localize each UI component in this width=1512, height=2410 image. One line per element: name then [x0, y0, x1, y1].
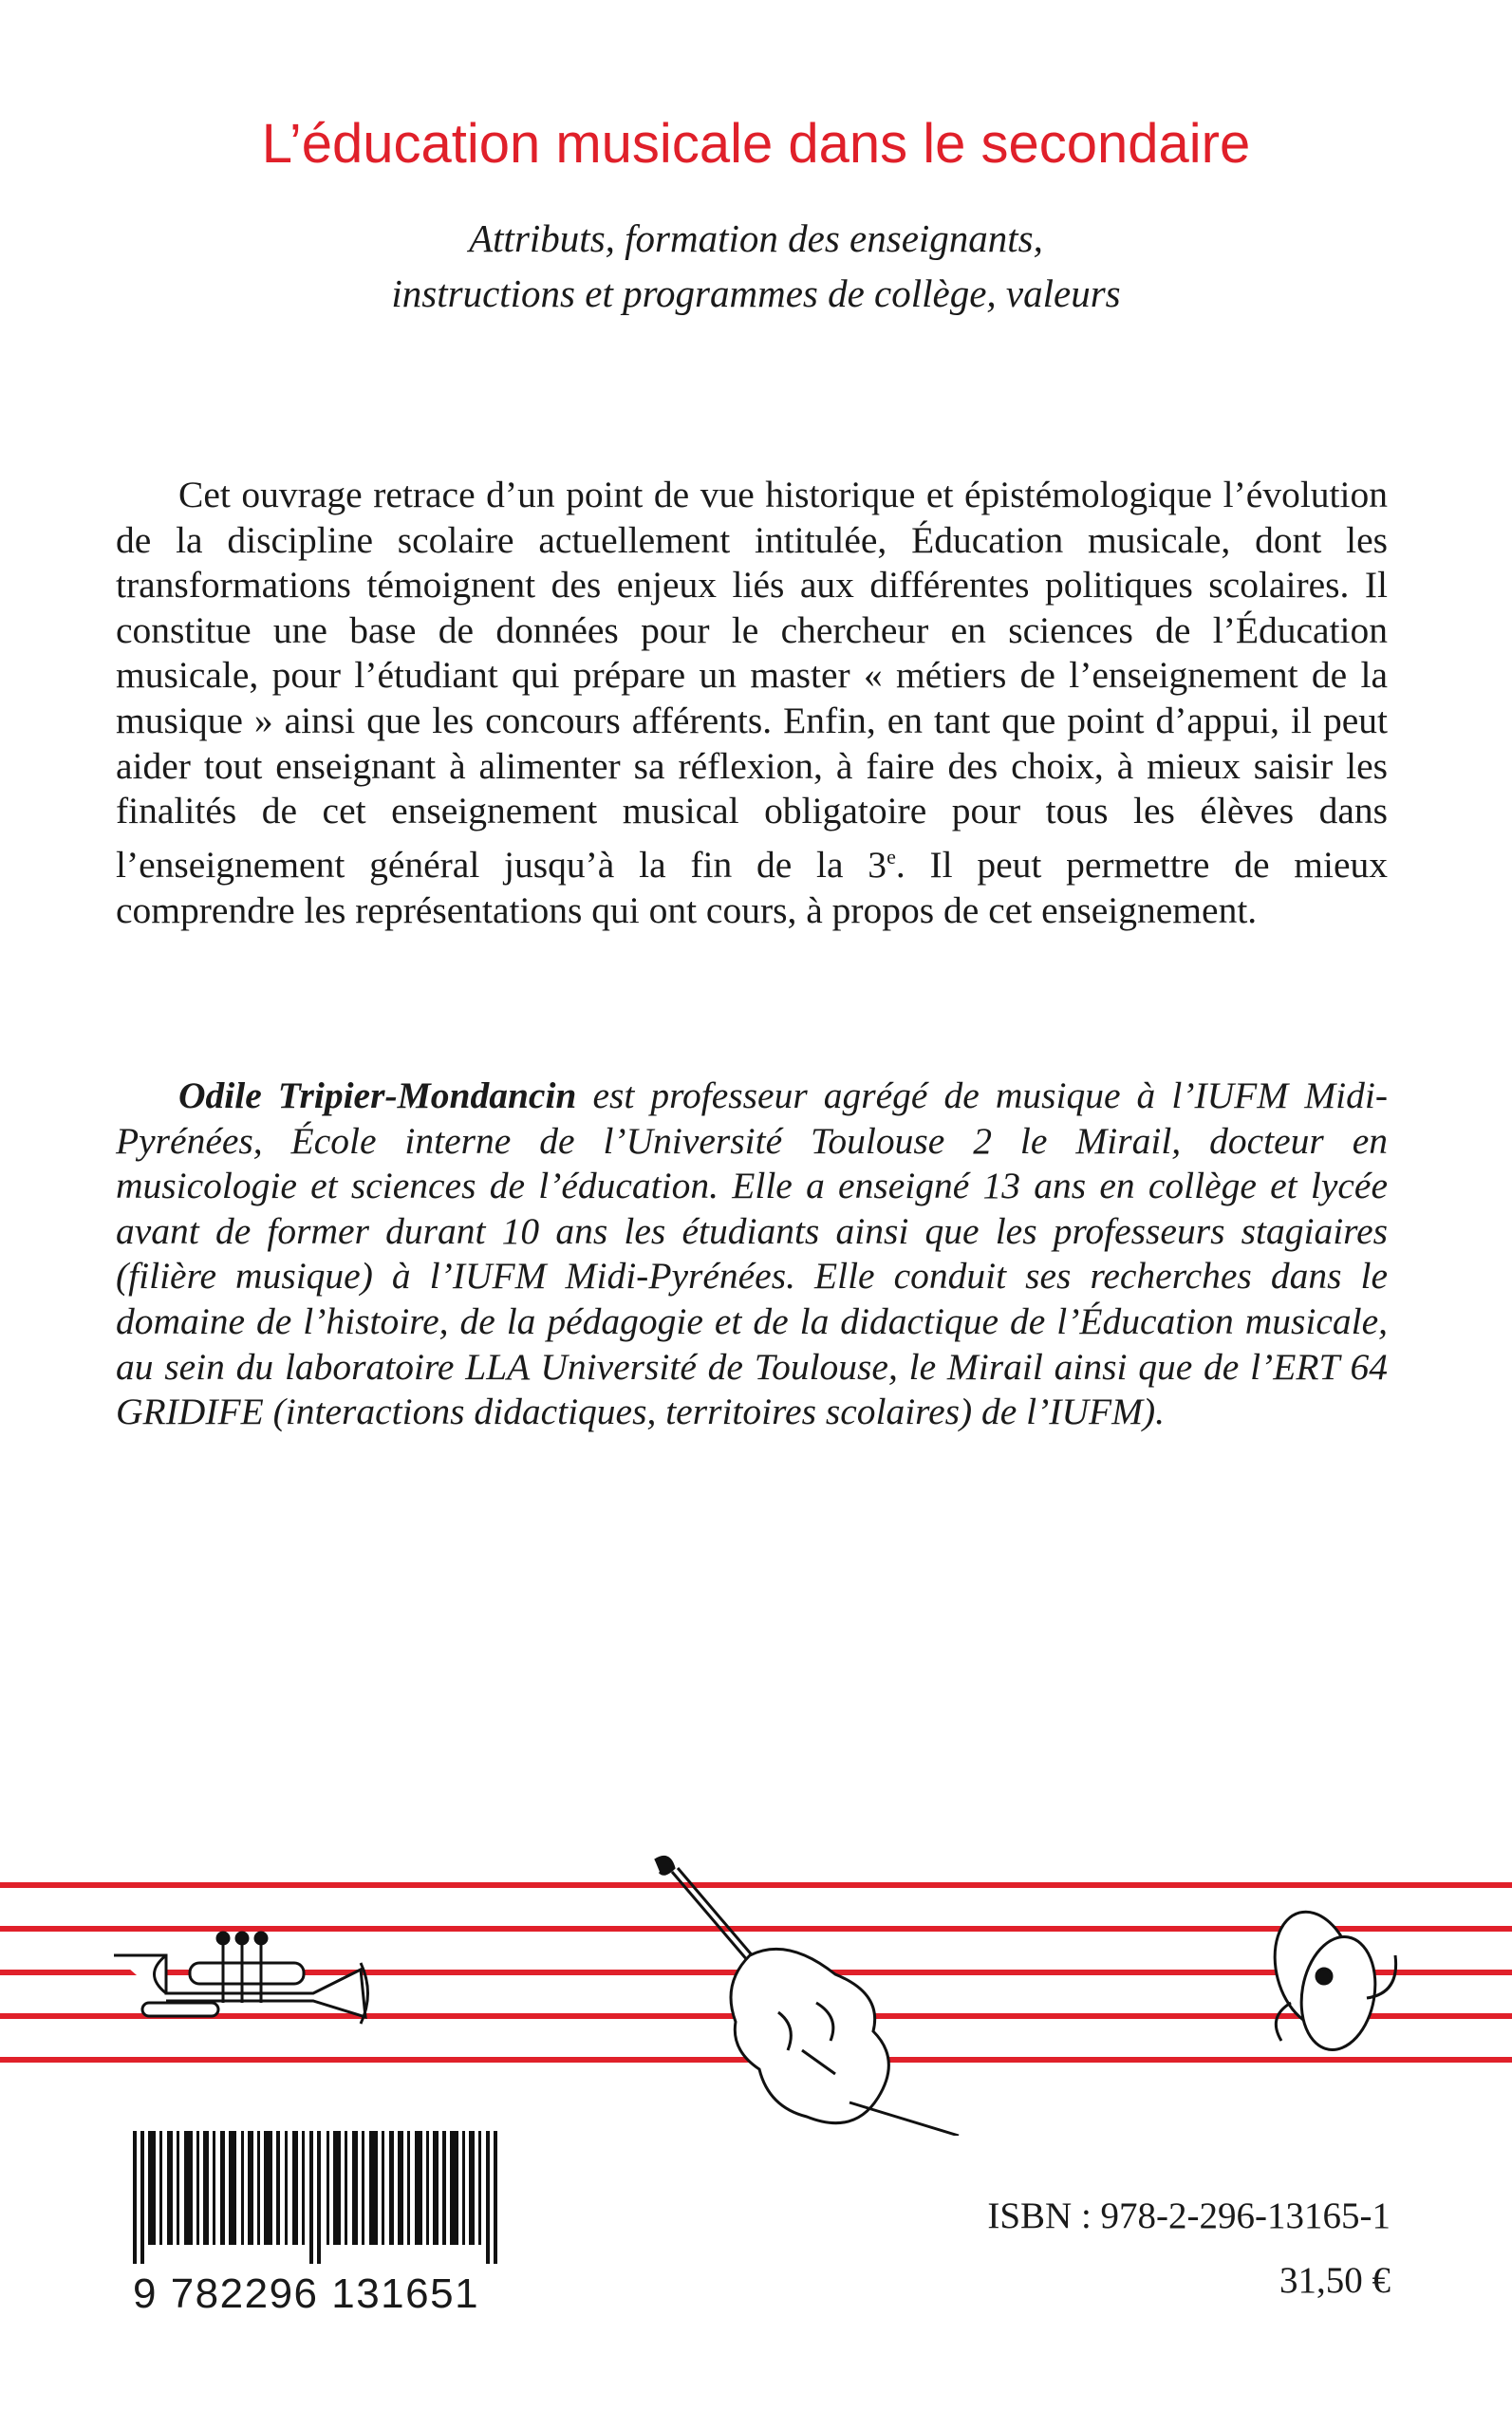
subtitle-line-1: Attributs, formation des enseignants,: [469, 216, 1043, 260]
price: 31,50 €: [1279, 2260, 1391, 2301]
cello-icon: [655, 1857, 959, 2136]
book-subtitle: [0, 211, 1512, 321]
isbn: ISBN : 978-2-296-13165-1: [987, 2195, 1391, 2236]
summary-text-part-1: Cet ouvrage retrace d’un point de vue historique et épistémologique l’évolution de la discipline scolaire actuellement intitulée, Éducation musicale, dont les transformations témoignent des enjeux liés aux différentes politiques scolaires. Il constitue une base de données pour le chercheur en sciences de l’Éducation musicale, pour l’étudiant qui prépare un master « métiers de l’enseignement de la musique » ainsi que les concours afférents. Enfin, en tant que point d’appui, il peut aider tout enseignant à alimenter sa réflexion, à faire des choix, à mieux saisir les finalités de cet enseignement musical obligatoire pour tous les élèves dans l’enseignement général jusqu’à la fin de la 3: [116, 474, 1388, 886]
book-summary: [116, 473, 1388, 933]
barcode-digits: 9 782296 131651: [133, 2270, 480, 2317]
summary-text-part-2: . Il peut permettre de mieux comprendre les représentations qui ont cours, à propos de cet enseignement.: [116, 843, 1388, 931]
music-staff-illustration: [0, 1851, 1512, 2136]
author-name: Odile Tripier-Mondancin: [178, 1074, 577, 1116]
summary-superscript: e: [887, 844, 896, 869]
barcode: [133, 2131, 513, 2264]
trumpet-icon: [114, 1933, 368, 2024]
author-bio: [116, 1074, 1388, 1435]
book-title: L’éducation musicale dans le secondaire: [261, 113, 1251, 175]
author-bio-text: est professeur agrégé de musique à l’IUFM Midi-Pyrénées, École interne de l’Université Toulouse 2 le Mirail, docteur en musicologie et sciences de l’éducation. Elle a enseigné 13 ans en collège et lycée avant de former durant 10 ans les étudiants ainsi que les professeurs stagiaires (filière musique) à l’IUFM Midi-Pyrénées. Elle conduit ses recherches dans le domaine de l’histoire, de la pédagogie et de la didactique de l’Éducation musicale, au sein du laboratoire LLA Université de Toulouse, le Mirail ainsi que de l’ERT 64 GRIDIFE (interactions didactiques, territoires scolaires) de l’IUFM).: [116, 1074, 1388, 1433]
subtitle-line-2: instructions et programmes de collège, valeurs: [391, 271, 1121, 315]
cymbals-icon: [1262, 1903, 1395, 2056]
